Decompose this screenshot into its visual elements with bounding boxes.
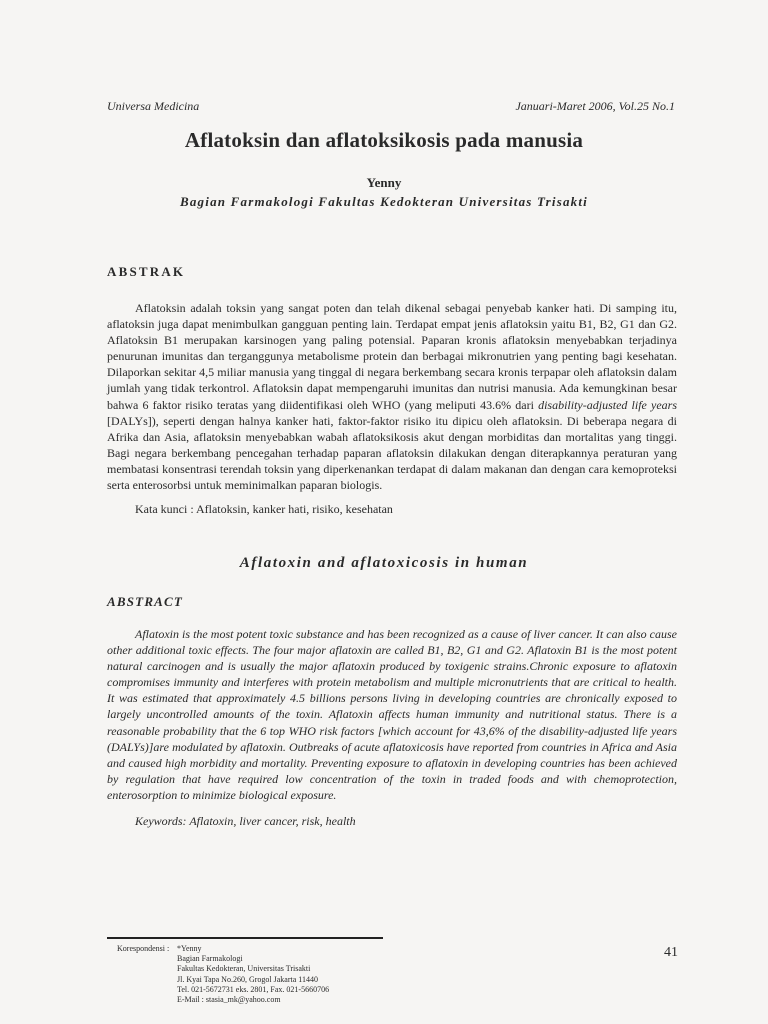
correspondence-label: Korespondensi : [117,944,170,953]
kata-kunci: Kata kunci : Aflatoksin, kanker hati, risiko, kesehatan [135,502,393,516]
english-title: Aflatoxin and aflatoxicosis in human [239,555,529,571]
correspondence-line: Fakultas Kedokteran, Universitas Trisakti [177,964,311,974]
correspondence-line: E-Mail : stasia_mk@yahoo.com [177,995,281,1005]
abstrak-text-part1: Aflatoksin adalah toksin yang sangat poten dan telah dikenal sebagai penyebab kanker hati. Di samping itu, aflatoksin juga dapat menimbulkan gangguan penting lain. Terdapat empat jenis aflatoksin yaitu B1, B2, G1 dan G2. Aflatoksin B1 merupakan karsinogen yang paling potensial. Paparan kronis aflatoksin menyebabkan terjadinya penurunan imunitas dan terganggunya metabolisme protein dan berbagai mikronutrien yang penting bagi kesehatan. Dilaporkan sekitar 4,5 miliar manusia yang tinggal di negara berkembang secara kronis terpapar oleh aflatoksin dalam jumlah yang tidak terkontrol. Aflatoksin dapat mempengaruhi imunitas dan nutrisi manusia. Ada kemungkinan besar bahwa 6 faktor risiko teratas yang diidentifikasi oleh WHO (yang meliputi 43.6% dari [107,301,677,412]
abstract-body [107,626,677,803]
abstract-paragraph: Aflatoxin is the most potent toxic substance and has been recognized as a cause of liver cancer. It can also cause other additional toxic effects. The four major aflatoxin are called B1, B2, G1 and G2. Aflatoxin B1 is the most potent natural carcinogen and is usually the major aflatoxin produced by toxigenic strains.Chronic exposure to aflatoxin compromises immunity and interferes with protein metabolism and multiple micronutrients that are critical to health. It was estimated that approximately 4.5 billions persons living in developing countries are chronically exposed to largely uncontrolled amounts of the toxin. Aflatoxin affects human immunity and nutritional status. There is a reasonable probability that the 6 top WHO risk factors [which account for 43,6% of the disability-adjusted life years (DALYs)]are modulated by aflatoxin. Outbreaks of acute aflatoxicosis have reported from countries in Africa and Asia and caused high morbidity and mortality. Preventing exposure to aflatoxin in developing countries has been achieved by regulation that have required low concentration of the toxin in traded foods and with chemoprotection, enterosorption to minimize biological exposure. [107,627,677,802]
journal-name: Universa Medicina [107,99,200,113]
abstrak-text-part2: [DALYs]), seperti dengan halnya kanker hati, faktor-faktor risiko itu dipicu oleh aflatoksin. Di beberapa negara di Afrika dan Asia, aflatoksin menyebabkan wabah aflatoksikosis akut dengan morbiditas dan mortalitas yang tinggi. Bagi negara berkembang pencegahan terhadap paparan aflatoksin dilakukan dengan diterapkannya peraturan yang membatasi konsentrasi terendah toksin yang diperkenankan terdapat di dalam makanan dan dengan cara kemoproteksi serta enterosorbsi untuk meminimalkan paparan biologis. [107,413,677,493]
abstrak-heading: ABSTRAK [107,264,186,279]
footnote-divider [107,937,383,939]
correspondence-block [117,944,330,1005]
correspondence-line: *Yenny [177,944,202,953]
author-name: Yenny [366,175,402,190]
page-number: 41 [664,945,678,960]
correspondence-line: Bagian Farmakologi [177,954,243,964]
article-title: Aflatoksin dan aflatoksikosis pada manusia [184,128,584,152]
correspondence-line: Tel. 021-5672731 eks. 2801, Fax. 021-5660706 [177,984,330,994]
correspondence-line: Jl. Kyai Tapa No.260, Grogol Jakarta 11440 [177,974,318,984]
abstrak-body [107,300,677,493]
abstrak-italic-term: disability-adjusted life years [538,397,677,412]
english-keywords: Keywords: Aflatoxin, liver cancer, risk, health [135,814,356,828]
abstract-heading: ABSTRACT [107,594,184,609]
issue-info: Januari-Maret 2006, Vol.25 No.1 [515,99,675,113]
author-affiliation: Bagian Farmakologi Fakultas Kedokteran Universitas Trisakti [179,194,588,209]
